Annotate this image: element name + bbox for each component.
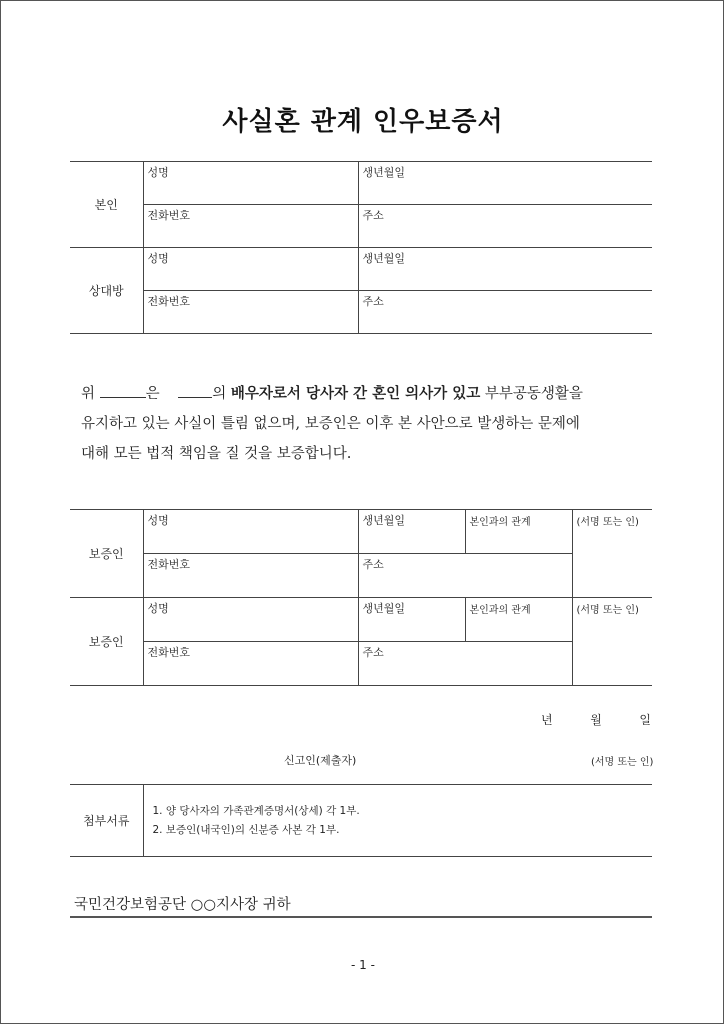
address-label: 주소 [362,646,384,659]
guarantor-1-name-field[interactable] [143,510,358,554]
guarantor-1-sign-field[interactable] [572,510,652,598]
date-year-label: 년 [541,713,553,727]
phone-label: 전화번호 [147,646,191,659]
statement-word: 의 [212,386,227,402]
reporter-label: 신고인(제출자) [284,754,357,767]
guarantor-1-address-field[interactable] [358,554,572,598]
name-label: 성명 [147,514,169,527]
attachments-table [70,784,652,857]
address-label: 주소 [362,295,384,308]
address-label: 주소 [362,558,384,571]
address-label: 주소 [362,209,384,222]
name-label: 성명 [147,166,169,179]
blank-partner-name[interactable] [178,383,212,398]
guarantor-2-birth-field[interactable] [358,598,465,642]
date-month-label: 월 [590,713,602,727]
statement-line-3: 대해 모든 법적 책임을 질 것을 보증합니다. [81,446,352,462]
self-address-field[interactable] [358,205,652,248]
attachments-list-cell [143,785,652,857]
person-info-table [70,161,652,334]
guarantor-1-phone-field[interactable] [143,554,358,598]
partner-birth-field[interactable] [358,248,652,291]
guarantor-2-relation-field[interactable] [465,598,572,642]
partner-address-field[interactable] [358,291,652,334]
page-title: 사실혼 관계 인우보증서 [222,107,504,137]
statement-word: 위 [81,386,96,402]
partner-row-header: 상대방 [70,248,143,334]
birth-label: 생년월일 [362,514,406,527]
attachment-item: 1. 양 당사자의 가족관계증명서(상세) 각 1부. [152,804,360,817]
statement-bold-text: 배우자로서 당사자 간 혼인 의사가 있고 [230,385,481,402]
self-phone-field[interactable] [143,205,358,248]
partner-phone-field[interactable] [143,291,358,334]
guarantor-2-phone-field[interactable] [143,642,358,686]
date-day-label: 일 [639,713,651,727]
statement-word: 부부공동생활을 [484,386,583,402]
guarantor-1-birth-field[interactable] [358,510,465,554]
statement-line-2: 유지하고 있는 사실이 틀림 없으며, 보증인은 이후 본 사안으로 발생하는 문제에 [81,416,580,432]
addressee: 국민건강보험공단 ○○지사장 귀하 [70,893,652,918]
blank-self-name[interactable] [100,383,146,398]
guarantor-2-address-field[interactable] [358,642,572,686]
statement-word: 은 [145,386,160,402]
guarantor-2-name-field[interactable] [143,598,358,642]
phone-label: 전화번호 [147,209,191,222]
phone-label: 전화번호 [147,558,191,571]
statement-paragraph [81,379,651,469]
guarantor-2-header: 보증인 [70,598,143,686]
birth-label: 생년월일 [362,166,406,179]
reporter-sign-label: (서명 또는 인) [591,757,654,768]
attachments-header: 첨부서류 [70,785,143,857]
guarantor-1-header: 보증인 [70,510,143,598]
self-birth-field[interactable] [358,162,652,205]
name-label: 성명 [147,602,169,615]
sign-label: (서명 또는 인) [576,517,639,528]
partner-name-field[interactable] [143,248,358,291]
page-number: - 1 - [351,958,375,972]
sign-label: (서명 또는 인) [576,605,639,616]
self-name-field[interactable] [143,162,358,205]
guarantor-table [70,509,652,686]
phone-label: 전화번호 [147,295,191,308]
birth-label: 생년월일 [362,252,406,265]
attachment-item: 2. 보증인(내국인)의 신분증 사본 각 1부. [152,823,340,836]
self-row-header: 본인 [70,162,143,248]
date-row [541,711,651,728]
guarantor-1-relation-field[interactable] [465,510,572,554]
relation-label: 본인과의 관계 [469,605,531,616]
name-label: 성명 [147,252,169,265]
guarantor-2-sign-field[interactable] [572,598,652,686]
birth-label: 생년월일 [362,602,406,615]
relation-label: 본인과의 관계 [469,517,531,528]
